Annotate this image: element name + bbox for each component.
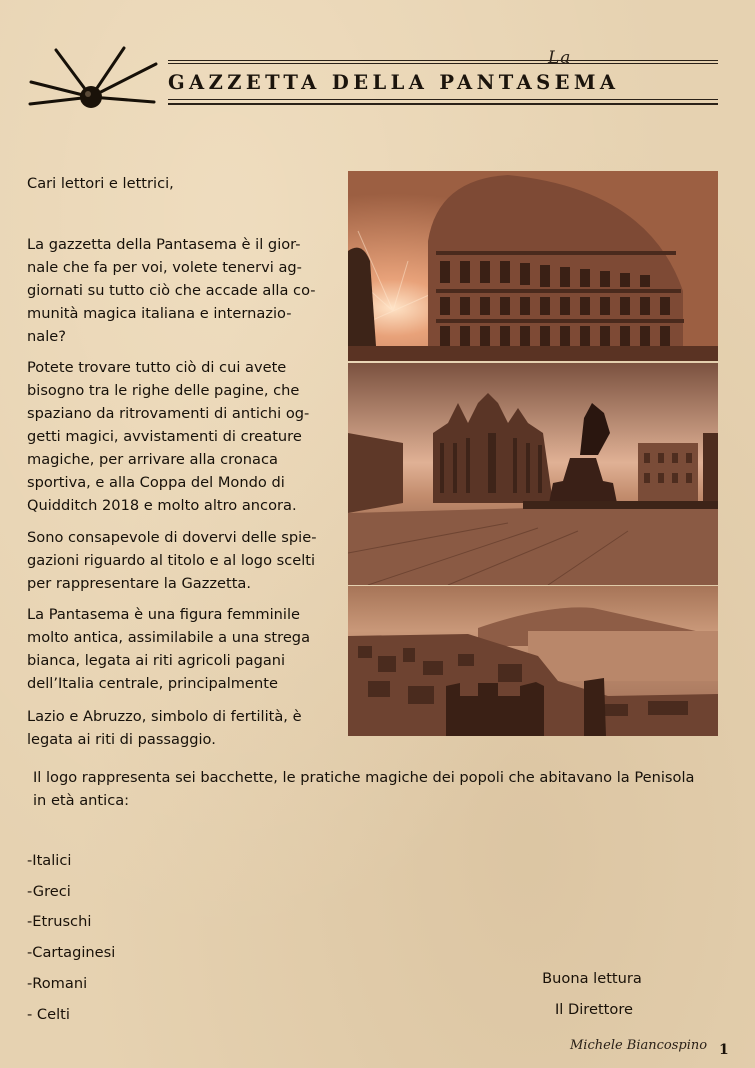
masthead-kicker: La — [548, 48, 572, 68]
text-line: Quidditch 2018 e molto altro ancora. — [27, 497, 297, 514]
masthead-rule-top — [168, 60, 718, 61]
masthead-rule-bottom — [168, 99, 718, 100]
masthead-title: GAZZETTA DELLA PANTASEMA — [168, 71, 620, 94]
text-line: magiche, per arrivare alla cronaca — [27, 451, 278, 468]
text-line: getti magici, avvistamenti di creature — [27, 428, 302, 445]
text-line: Lazio e Abruzzo, simbolo di fertilità, è — [27, 708, 302, 725]
list-item: - Celti — [27, 1006, 70, 1023]
text-line: gazioni riguardo al titolo e al logo scelti — [27, 552, 316, 569]
signature: Michele Biancospino — [570, 1038, 708, 1053]
photo-colosseum — [348, 171, 718, 361]
paragraph-intro — [27, 233, 316, 348]
list-item: -Etruschi — [27, 913, 92, 930]
text-line: nale? — [27, 328, 66, 345]
text-line: spaziano da ritrovamenti di antichi og- — [27, 405, 310, 422]
closing-role: Il Direttore — [555, 1001, 633, 1018]
text-line: giornati su tutto ciò che accade alla co- — [27, 282, 316, 299]
greeting: Cari lettori e lettrici, — [27, 175, 174, 192]
text-line: nale che fa per voi, volete tenervi ag- — [27, 259, 302, 276]
text-line: sportiva, e alla Coppa del Mondo di — [27, 474, 285, 491]
text-line: bisogno tra le righe delle pagine, che — [27, 382, 300, 399]
paragraph-pantasema — [27, 603, 310, 695]
text-line: Sono consapevole di dovervi delle spie- — [27, 529, 317, 546]
paragraph-explanation — [27, 526, 316, 595]
masthead-rule-bottom-2 — [168, 103, 718, 105]
text-line: munità magica italiana e internazio- — [27, 305, 292, 322]
text-line: La gazzetta della Pantasema è il gior- — [27, 236, 301, 253]
closing-greeting: Buona lettura — [542, 970, 642, 987]
list-item: -Romani — [27, 975, 88, 992]
list-item: -Cartaginesi — [27, 944, 116, 961]
list-item: -Italici — [27, 852, 72, 869]
text-line: Il logo rappresenta sei bacchette, le pratiche magiche dei popoli che abitavano la Penisola — [33, 769, 695, 786]
paragraph-fertility — [27, 705, 302, 751]
six-wands-logo-icon — [26, 42, 160, 114]
text-line: in età antica: — [33, 792, 130, 809]
photo-milan-cathedral — [348, 363, 718, 585]
text-line: per rappresentare la Gazzetta. — [27, 575, 252, 592]
list-item: -Greci — [27, 883, 71, 900]
text-line: legata ai riti di passaggio. — [27, 731, 216, 748]
paragraph-contents — [27, 356, 309, 517]
page-number: 1 — [719, 1042, 729, 1058]
logo-explanation — [33, 766, 694, 812]
text-line: Potete trovare tutto ciò di cui avete — [27, 359, 287, 376]
text-line: bianca, legata ai riti agricoli pagani — [27, 652, 286, 669]
text-line: La Pantasema è una figura femminile — [27, 606, 301, 623]
masthead-rule-top-2 — [168, 63, 718, 64]
text-line: dell’Italia centrale, principalmente — [27, 675, 278, 692]
text-line: molto antica, assimilabile a una strega — [27, 629, 311, 646]
photo-naples-bay — [348, 586, 718, 736]
